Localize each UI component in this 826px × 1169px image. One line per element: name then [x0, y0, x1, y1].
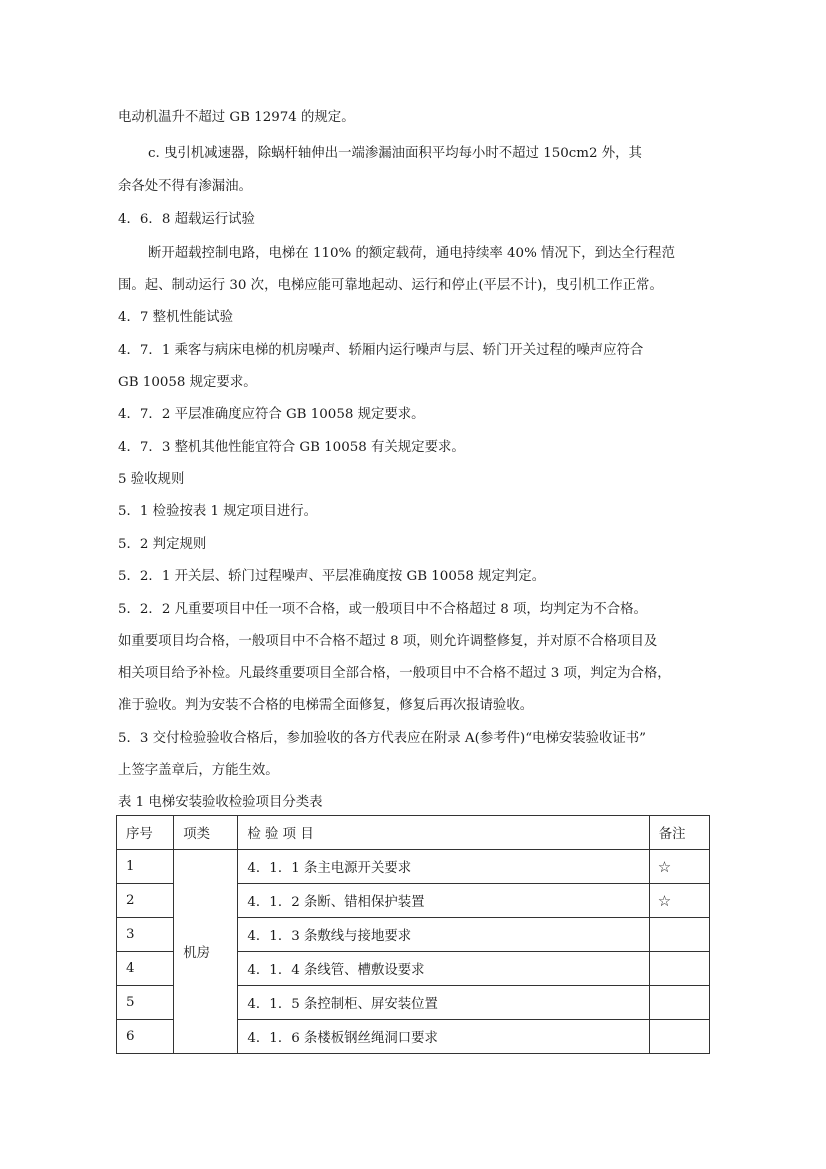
body-text-line: 准于验收。判为安装不合格的电梯需全面修复，修复后再次报请验收。 [118, 698, 534, 713]
header-cell: 备注 [649, 816, 709, 850]
row-number: 3 [117, 918, 174, 952]
body-text-line: 5．2．2 凡重要项目中任一项不合格，或一般项目中不合格超过 8 项，均判定为不合格。 [118, 602, 647, 617]
body-text-line: 5．1 检验按表 1 规定项目进行。 [118, 504, 318, 519]
table-caption: 表 1 电梯安装验收检验项目分类表 [118, 795, 323, 810]
body-text-line: 断开超载控制电路，电梯在 110% 的额定载荷，通电持续率 40% 情况下，到达全行程范 [148, 246, 675, 261]
body-text-line: 4．7．2 平层准确度应符合 GB 10058 规定要求。 [118, 407, 425, 422]
row-number: 1 [117, 850, 174, 884]
body-text-line: 4．7．1 乘客与病床电梯的机房噪声、轿厢内运行噪声与层、轿门开关过程的噪声应符合 [118, 343, 644, 358]
note-cell [649, 986, 709, 1020]
body-text-line: 如重要项目均合格，一般项目中不合格不超过 8 项，则允许调整修复，并对原不合格项目及 [118, 634, 658, 649]
category-cell: 机房 [174, 850, 238, 1054]
row-number: 2 [117, 884, 174, 918]
header-cell: 检 验 项 目 [238, 816, 649, 850]
item-cell: 4．1．1 条主电源开关要求 [238, 850, 649, 884]
body-text-line: 5．3 交付检验验收合格后，参加验收的各方代表应在附录 A(参考件)“电梯安装验收证书” [118, 731, 647, 746]
inspection-table [116, 815, 710, 1054]
row-number: 4 [117, 952, 174, 986]
body-text-line: c. 曳引机减速器，除蜗杆轴伸出一端渗漏油面积平均每小时不超过 150cm2 外，其 [148, 146, 642, 161]
item-cell: 4．1．4 条线管、槽敷设要求 [238, 952, 649, 986]
note-cell: ☆ [649, 884, 709, 918]
note-cell: ☆ [649, 850, 709, 884]
note-cell [649, 952, 709, 986]
header-cell: 序号 [117, 816, 174, 850]
item-cell: 4．1．6 条楼板钢丝绳洞口要求 [238, 1020, 649, 1054]
item-cell: 4．1．2 条断、错相保护装置 [238, 884, 649, 918]
note-cell [649, 918, 709, 952]
section-heading: 5．2 判定规则 [118, 537, 207, 552]
body-text-line: 围。起、制动运行 30 次，电梯应能可靠地起动、运行和停止(平层不计)，曳引机工作正常。 [118, 278, 663, 293]
section-heading: 5 验收规则 [118, 472, 185, 487]
body-text-line: 4．7．3 整机其他性能宜符合 GB 10058 有关规定要求。 [118, 440, 465, 455]
row-number: 5 [117, 986, 174, 1020]
body-text-line: GB 10058 规定要求。 [118, 375, 257, 390]
body-text-line: 相关项目给予补检。凡最终重要项目全部合格，一般项目中不合格不超过 3 项，判定为合格， [118, 666, 671, 681]
table-row [117, 850, 710, 884]
body-text-line: 余各处不得有渗漏油。 [118, 179, 252, 194]
row-number: 6 [117, 1020, 174, 1054]
body-text-line: 上签字盖章后，方能生效。 [118, 763, 279, 778]
item-cell: 4．1．5 条控制柜、屏安装位置 [238, 986, 649, 1020]
section-heading: 4．6．8 超载运行试验 [118, 212, 255, 227]
section-heading: 4．7 整机性能试验 [118, 310, 234, 325]
body-text-line: 5．2．1 开关层、轿门过程噪声、平层准确度按 GB 10058 规定判定。 [118, 569, 546, 584]
item-cell: 4．1．3 条敷线与接地要求 [238, 918, 649, 952]
body-text-line: 电动机温升不超过 GB 12974 的规定。 [118, 110, 355, 125]
table-header-row [117, 816, 710, 850]
note-cell [649, 1020, 709, 1054]
header-cell: 项类 [174, 816, 238, 850]
